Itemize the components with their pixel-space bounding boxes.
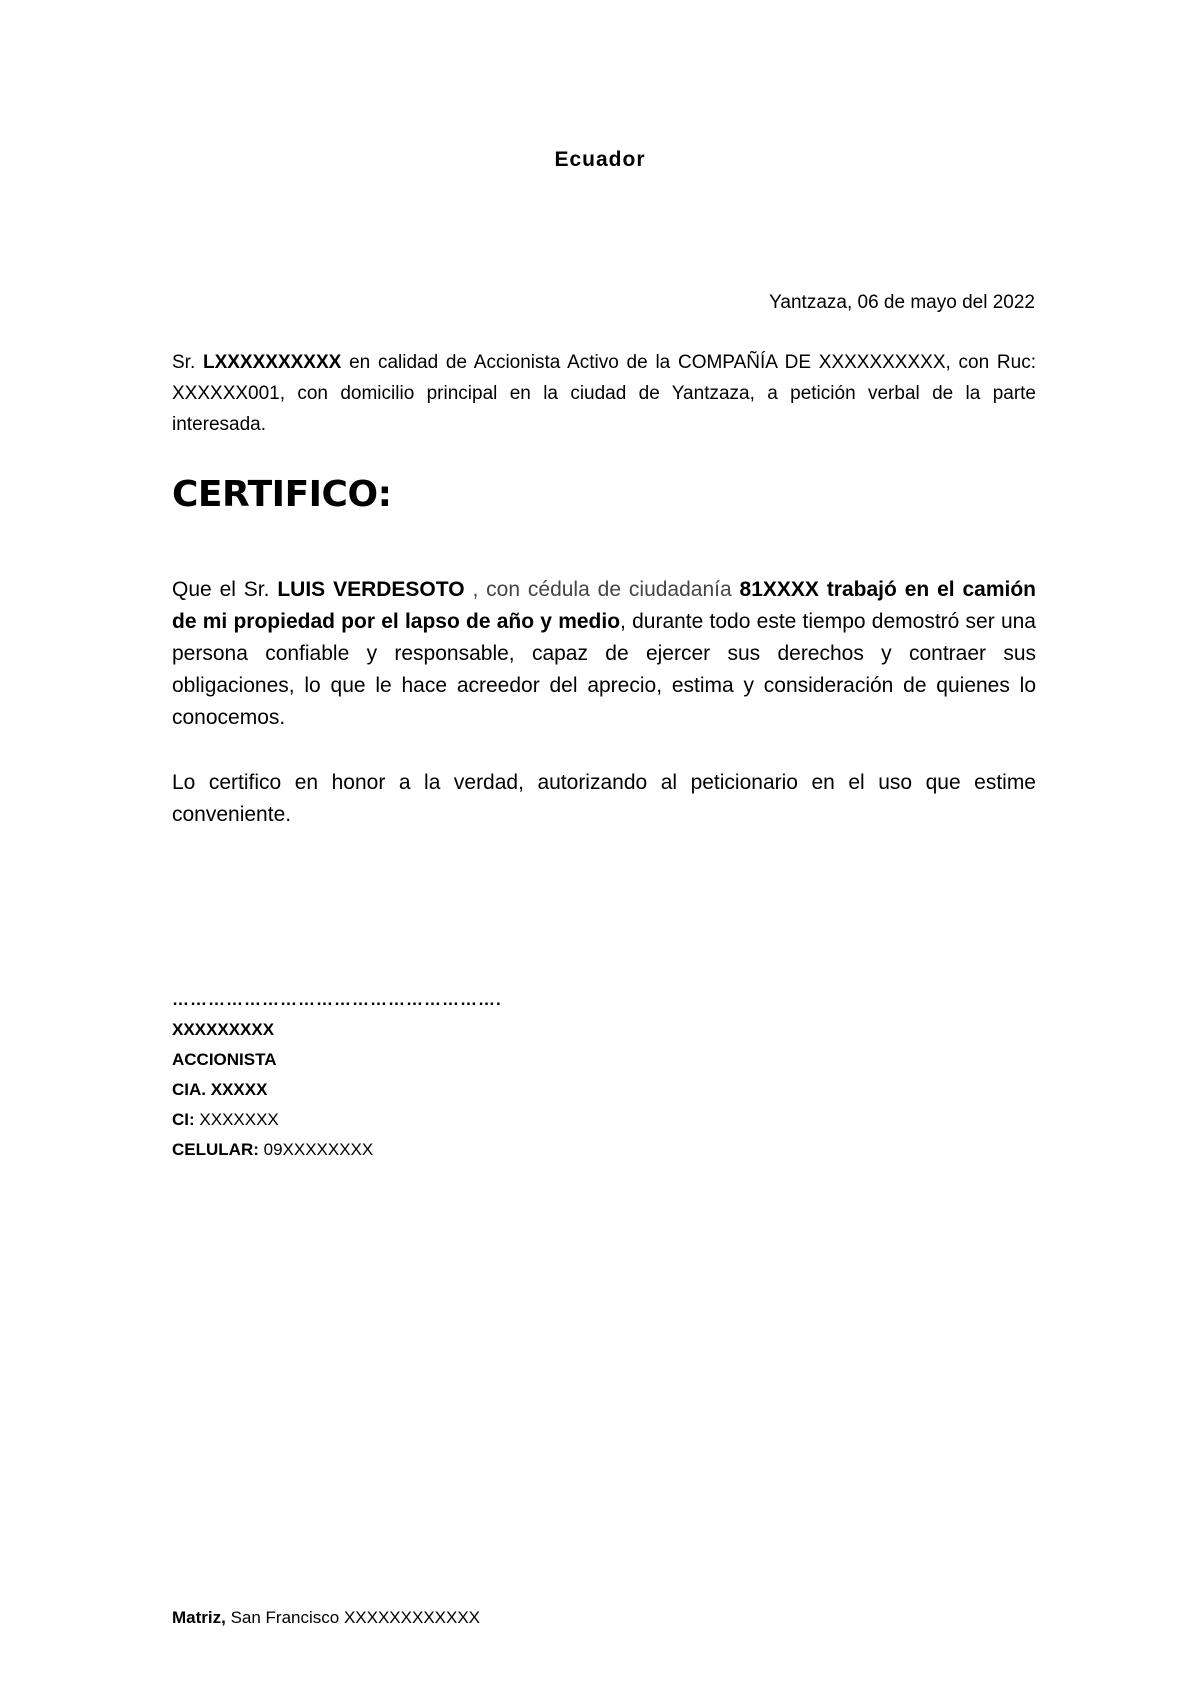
body-part3: , durante todo este tiempo demostró ser una persona confiable y responsable, capaz de ejercer sus derechos y contraer sus obligaciones, lo que le hace acreedor del aprecio, estima y consideración de quienes lo conocemos.	[172, 610, 1036, 729]
body-part2: , con cédula de ciudadanía	[464, 578, 740, 601]
body-part1: Que el Sr.	[172, 578, 278, 601]
date-line: Yantzaza, 06 de mayo del 2022	[769, 292, 1035, 313]
body-paragraph	[172, 574, 1036, 734]
body-bold-text: 81XXXX trabajó en el camión de mi propiedad por el lapso de año y medio	[172, 578, 1037, 633]
signature-line: ……………………………………………….	[172, 990, 502, 1009]
signature-phone-label: CELULAR:	[172, 1140, 259, 1159]
signature-phone	[172, 1135, 502, 1165]
intro-name: LXXXXXXXXXX	[202, 352, 342, 373]
signature-name: XXXXXXXXX	[172, 1020, 275, 1039]
closing-paragraph: Lo certifico en honor a la verdad, autorizando al peticionario en el uso que estime conveniente.	[172, 771, 1036, 826]
signature-phone-value: 09XXXXXXXX	[258, 1140, 374, 1159]
signature-ci-value: XXXXXXX	[194, 1110, 279, 1129]
intro-paragraph	[172, 347, 1036, 440]
signature-company: CIA. XXXXX	[172, 1080, 268, 1099]
signature-block	[172, 985, 502, 1165]
footer	[172, 1608, 480, 1628]
footer-label: Matriz,	[172, 1608, 226, 1627]
body-person-name: LUIS VERDESOTO	[277, 578, 465, 601]
footer-text: San Francisco XXXXXXXXXXXX	[225, 1608, 481, 1627]
signature-ci	[172, 1105, 502, 1135]
signature-role: ACCIONISTA	[172, 1050, 277, 1069]
intro-prefix: Sr.	[172, 352, 203, 373]
intro-text: en calidad de Accionista Activo de la COMPAÑÍA DE XXXXXXXXXX, con Ruc: XXXXXX001, con domicilio principal en la ciudad de Yantzaza, a petición verbal de la parte interesada.	[172, 352, 1036, 435]
signature-ci-label: CI:	[172, 1110, 195, 1129]
header-country: Ecuador	[554, 148, 646, 171]
certifico-heading: CERTIFICO:	[172, 474, 392, 515]
